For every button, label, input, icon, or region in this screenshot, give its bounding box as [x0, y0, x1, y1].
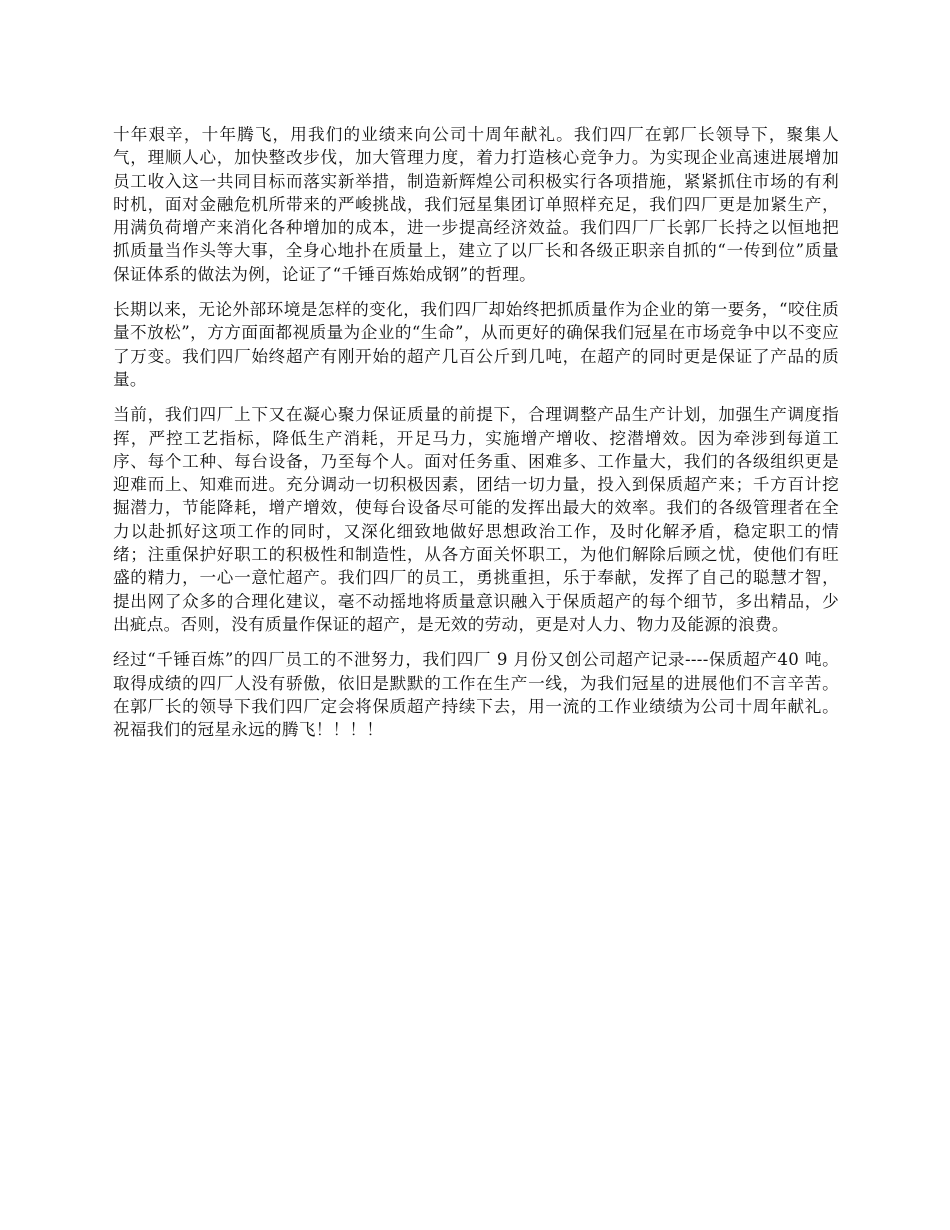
paragraph-3: 当前，我们四厂上下又在凝心聚力保证质量的前提下，合理调整产品生产计划，加强生产调度指挥，严控工艺指标，降低生产消耗，开足马力，实施增产增收、挖潜增效。因为牵涉到每道工序、每个工种、每台设备，乃至每个人。面对任务重、困难多、工作量大，我们的各级组织更是迎难而上、知难而进。充分调动一切积极因素，团结一切力量，投入到保质超产来；千方百计挖掘潜力，节能降耗，增产增效，使每台设备尽可能的发挥出最大的效率。我们的各级管理者在全力以赴抓好这项工作的同时，又深化细致地做好思想政治工作，及时化解矛盾，稳定职工的情绪；注重保护好职工的积极性和制造性，从各方面关怀职工，为他们解除后顾之忧，使他们有旺盛的精力，一心一意忙超产。我们四厂的员工，勇挑重担，乐于奉献，发挥了自己的聪慧才智，提出网了众多的合理化建议，毫不动摇地将质量意识融入于保质超产的每个细节，多出精品，少出疵点。否则，没有质量作保证的超产，是无效的劳动，更是对人力、物力及能源的浪费。 — [113, 405, 839, 634]
paragraph-1: 十年艰辛，十年腾飞，用我们的业绩来向公司十周年献礼。我们四厂在郭厂长领导下，聚集人气，理顺人心，加快整改步伐，加大管理力度，着力打造核心竞争力。为实现企业高速进展增加员工收入这一共同目标而落实新举措，制造新辉煌公司积极实行各项措施，紧紧抓住市场的有利时机，面对金融危机所带来的严峻挑战，我们冠星集团订单照样充足，我们四厂更是加紧生产，用满负荷增产来消化各种增加的成本，进一步提高经济效益。我们四厂厂长郭厂长持之以恒地把抓质量当作头等大事，全身心地扑在质量上，建立了以厂长和各级正职亲自抓的“一传到位”质量保证体系的做法为例，论证了“千锤百炼始成钢”的哲理。 — [113, 125, 839, 284]
paragraph-2: 长期以来，无论外部环境是怎样的变化，我们四厂却始终把抓质量作为企业的第一要务，“咬住质量不放松”，方方面面都视质量为企业的“生命”，从而更好的确保我们冠星在市场竞争中以不变应了万变。我们四厂始终超产有刚开始的超产几百公斤到几吨，在超产的同时更是保证了产品的质量。 — [113, 300, 839, 389]
paragraph-4: 经过“千锤百炼”的四厂员工的不泄努力，我们四厂 9 月份又创公司超产记录----保质超产40 吨。取得成绩的四厂人没有骄傲，依旧是默默的工作在生产一线，为我们冠星的进展他们不言辛苦。在郭厂长的领导下我们四厂定会将保质超产持续下去，用一流的工作业绩绩为公司十周年献礼。祝福我们的冠星永远的腾飞！！！！ — [113, 650, 839, 740]
document-body — [113, 123, 839, 753]
